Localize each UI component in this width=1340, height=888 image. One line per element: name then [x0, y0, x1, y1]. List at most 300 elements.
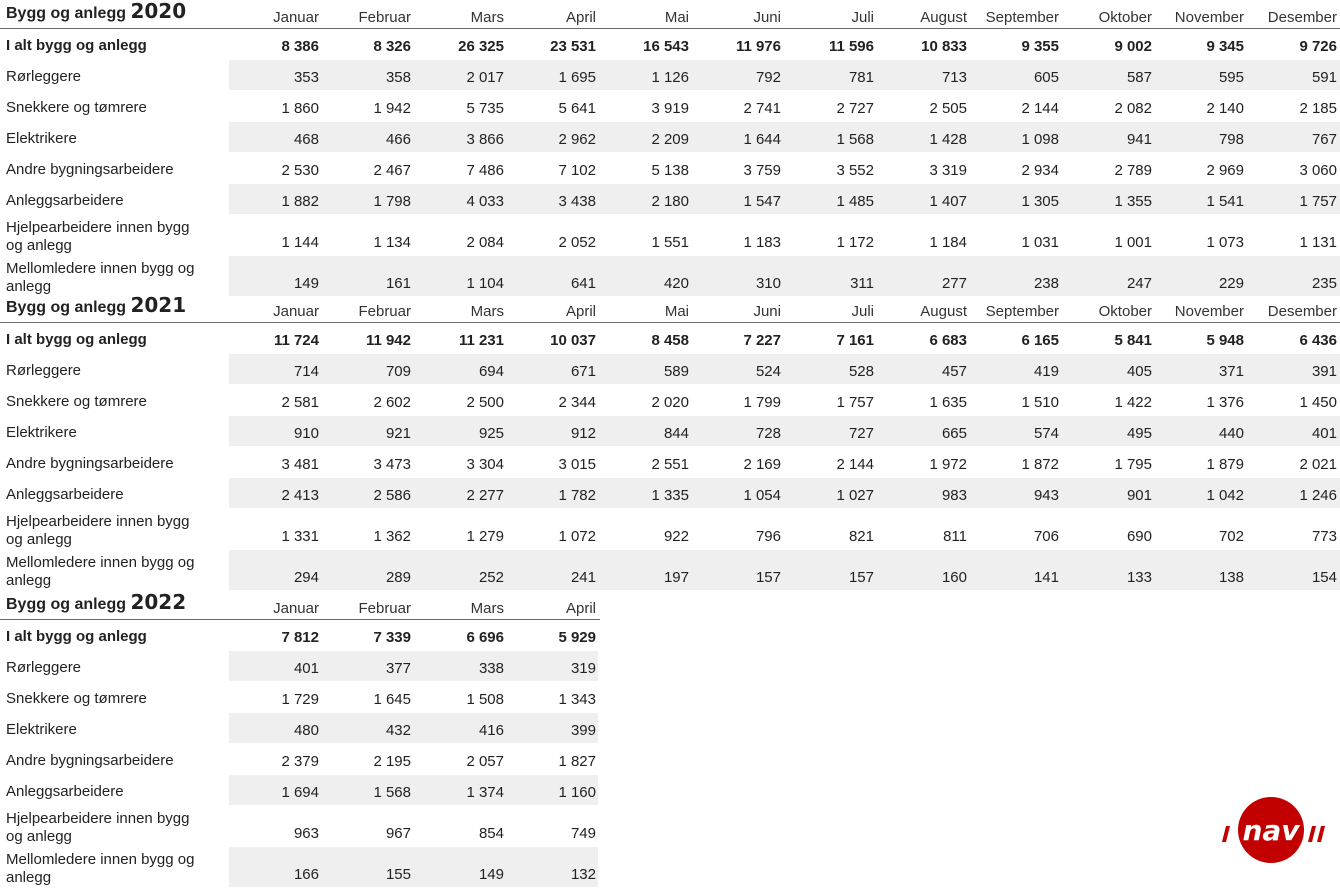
cell-value: 1 568	[836, 131, 874, 148]
cell-value: 2 530	[281, 162, 319, 179]
month-header: April	[565, 600, 596, 617]
total-row	[0, 323, 1340, 354]
cell-value: 138	[1218, 569, 1244, 586]
cell-value: 2 144	[1021, 100, 1059, 117]
cell-value: 1 144	[281, 234, 319, 251]
cell-value: 416	[478, 722, 504, 739]
row-label: I alt bygg og anlegg	[6, 331, 147, 348]
cell-value: 7 486	[466, 162, 504, 179]
cell-value: 5 929	[558, 629, 596, 646]
table-header	[0, 591, 600, 620]
month-header: Desember	[1267, 9, 1337, 26]
row-label: Anleggsarbeidere	[6, 486, 124, 503]
cell-value: 587	[1126, 69, 1152, 86]
cell-value: 132	[570, 866, 596, 883]
title-year: 2020	[130, 0, 187, 23]
cell-value: 149	[293, 275, 319, 292]
cell-value: 1 126	[651, 69, 689, 86]
cell-value: 3 319	[929, 162, 967, 179]
cell-value: 420	[663, 275, 689, 292]
cell-value: 854	[478, 825, 504, 842]
cell-value: 2 084	[466, 234, 504, 251]
cell-value: 1 882	[281, 193, 319, 210]
cell-value: 277	[941, 275, 967, 292]
cell-value: 2 413	[281, 487, 319, 504]
title-year: 2021	[130, 293, 187, 317]
row-label: Hjelpearbeidere innen bygg og anlegg	[6, 810, 190, 845]
cell-value: 252	[478, 569, 504, 586]
cell-value: 2 581	[281, 394, 319, 411]
cell-value: 641	[570, 275, 596, 292]
table-header	[0, 294, 1340, 323]
cell-value: 1 508	[466, 691, 504, 708]
month-header: August	[920, 303, 967, 320]
cell-value: 912	[570, 425, 596, 442]
cell-value: 821	[848, 528, 874, 545]
month-header: September	[985, 303, 1059, 320]
table-row	[0, 550, 1340, 591]
cell-value: 1 694	[281, 784, 319, 801]
cell-value: 4 033	[466, 193, 504, 210]
month-header: Juni	[753, 9, 781, 26]
cell-value: 9 726	[1299, 38, 1337, 55]
cell-value: 133	[1126, 569, 1152, 586]
cell-value: 1 644	[743, 131, 781, 148]
cell-value: 10 833	[921, 38, 967, 55]
cell-value: 713	[941, 69, 967, 86]
table-row	[0, 153, 1340, 184]
cell-value: 5 735	[466, 100, 504, 117]
table-row	[0, 416, 1340, 447]
cell-value: 1 729	[281, 691, 319, 708]
cell-value: 2 277	[466, 487, 504, 504]
cell-value: 1 510	[1021, 394, 1059, 411]
cell-value: 1 635	[929, 394, 967, 411]
cell-value: 2 500	[466, 394, 504, 411]
table-body	[0, 29, 1340, 297]
cell-value: 5 138	[651, 162, 689, 179]
cell-value: 2 180	[651, 193, 689, 210]
cell-value: 289	[385, 569, 411, 586]
cell-value: 811	[943, 528, 967, 545]
cell-value: 1 355	[1114, 193, 1152, 210]
cell-value: 10 037	[550, 332, 596, 349]
cell-value: 1 798	[373, 193, 411, 210]
cell-value: 967	[385, 825, 411, 842]
month-header: Oktober	[1098, 9, 1152, 26]
row-label: Mellomledere innen bygg og anlegg	[6, 260, 195, 295]
table-row	[0, 385, 1340, 416]
cell-value: 1 485	[836, 193, 874, 210]
cell-value: 480	[293, 722, 319, 739]
cell-value: 589	[663, 363, 689, 380]
cell-value: 2 789	[1114, 162, 1152, 179]
table-row	[0, 354, 1340, 385]
cell-value: 2 057	[466, 753, 504, 770]
cell-value: 6 683	[929, 332, 967, 349]
month-header: November	[1174, 303, 1244, 320]
cell-value: 1 042	[1206, 487, 1244, 504]
cell-value: 1 131	[1299, 234, 1337, 251]
row-label: Rørleggere	[6, 362, 82, 379]
cell-value: 157	[848, 569, 874, 586]
cell-value: 1 184	[929, 234, 967, 251]
row-label: Hjelpearbeidere innen bygg og anlegg	[6, 513, 190, 548]
month-header: Januar	[273, 9, 319, 26]
cell-value: 2 551	[651, 456, 689, 473]
cell-value: 457	[941, 363, 967, 380]
cell-value: 702	[1218, 528, 1244, 545]
title-text: Bygg og anlegg	[6, 299, 126, 316]
cell-value: 405	[1126, 363, 1152, 380]
month-header: Mai	[664, 9, 689, 26]
cell-value: 1 428	[929, 131, 967, 148]
month-header: Desember	[1267, 303, 1337, 320]
cell-value: 3 481	[281, 456, 319, 473]
cell-value: 247	[1126, 275, 1152, 292]
cell-value: 7 812	[281, 629, 319, 646]
cell-value: 11 724	[273, 332, 319, 349]
table-row	[0, 651, 600, 682]
cell-value: 2 344	[558, 394, 596, 411]
table-row	[0, 184, 1340, 215]
cell-value: 1 757	[1299, 193, 1337, 210]
month-header: Oktober	[1098, 303, 1152, 320]
cell-value: 665	[941, 425, 967, 442]
cell-value: 773	[1311, 528, 1337, 545]
cell-value: 1 376	[1206, 394, 1244, 411]
cell-value: 1 782	[558, 487, 596, 504]
cell-value: 1 362	[373, 528, 411, 545]
logo-slash-left	[1222, 826, 1230, 842]
month-header: Juli	[851, 9, 874, 26]
month-header: Februar	[358, 600, 411, 617]
cell-value: 925	[478, 425, 504, 442]
cell-value: 9 002	[1114, 38, 1152, 55]
cell-value: 2 140	[1206, 100, 1244, 117]
cell-value: 468	[293, 131, 319, 148]
title-text: Bygg og anlegg	[6, 5, 126, 22]
cell-value: 983	[941, 487, 967, 504]
cell-value: 154	[1311, 569, 1337, 586]
cell-value: 310	[755, 275, 781, 292]
cell-value: 7 102	[558, 162, 596, 179]
cell-value: 3 866	[466, 131, 504, 148]
cell-value: 2 082	[1114, 100, 1152, 117]
cell-value: 792	[755, 69, 781, 86]
cell-value: 1 568	[373, 784, 411, 801]
cell-value: 371	[1218, 363, 1244, 380]
cell-value: 495	[1126, 425, 1152, 442]
cell-value: 294	[293, 569, 319, 586]
month-header: September	[985, 9, 1059, 26]
table-row	[0, 775, 600, 806]
cell-value: 2 185	[1299, 100, 1337, 117]
cell-value: 1 374	[466, 784, 504, 801]
table-row	[0, 713, 600, 744]
cell-value: 922	[663, 528, 689, 545]
cell-value: 1 098	[1021, 131, 1059, 148]
cell-value: 2 467	[373, 162, 411, 179]
cell-value: 3 304	[466, 456, 504, 473]
table-row	[0, 806, 600, 847]
row-label: Snekkere og tømrere	[6, 690, 147, 707]
month-header: November	[1174, 9, 1244, 26]
row-label: Snekkere og tømrere	[6, 99, 147, 116]
cell-value: 26 325	[458, 38, 504, 55]
month-header: Februar	[358, 303, 411, 320]
table-row	[0, 509, 1340, 550]
cell-value: 1 972	[929, 456, 967, 473]
cell-value: 910	[293, 425, 319, 442]
row-label: I alt bygg og anlegg	[6, 37, 147, 54]
cell-value: 728	[755, 425, 781, 442]
row-label: Rørleggere	[6, 68, 82, 85]
cell-value: 3 552	[836, 162, 874, 179]
row-label: Hjelpearbeidere innen bygg og anlegg	[6, 219, 190, 254]
cell-value: 1 422	[1114, 394, 1152, 411]
month-header: Mars	[470, 9, 504, 26]
cell-value: 528	[848, 363, 874, 380]
cell-value: 605	[1033, 69, 1059, 86]
cell-value: 2 021	[1299, 456, 1337, 473]
cell-value: 1 757	[836, 394, 874, 411]
cell-value: 2 727	[836, 100, 874, 117]
month-header: April	[565, 9, 596, 26]
cell-value: 3 060	[1299, 162, 1337, 179]
cell-value: 1 827	[558, 753, 596, 770]
cell-value: 796	[755, 528, 781, 545]
cell-value: 23 531	[550, 38, 596, 55]
cell-value: 2 195	[373, 753, 411, 770]
cell-value: 161	[385, 275, 411, 292]
cell-value: 11 942	[365, 332, 411, 349]
table-row	[0, 60, 1340, 91]
row-label: Elektrikere	[6, 424, 77, 441]
row-label: Snekkere og tømrere	[6, 393, 147, 410]
cell-value: 391	[1311, 363, 1337, 380]
cell-value: 1 551	[651, 234, 689, 251]
cell-value: 338	[478, 660, 504, 677]
cell-value: 2 969	[1206, 162, 1244, 179]
cell-value: 8 386	[281, 38, 319, 55]
cell-value: 706	[1033, 528, 1059, 545]
cell-value: 2 169	[743, 456, 781, 473]
cell-value: 595	[1218, 69, 1244, 86]
cell-value: 727	[848, 425, 874, 442]
table-row	[0, 682, 600, 713]
cell-value: 671	[570, 363, 596, 380]
cell-value: 1 795	[1114, 456, 1152, 473]
table-2020	[0, 0, 1340, 297]
cell-value: 7 227	[743, 332, 781, 349]
cell-value: 2 052	[558, 234, 596, 251]
cell-value: 1 872	[1021, 456, 1059, 473]
cell-value: 399	[570, 722, 596, 739]
table-row	[0, 91, 1340, 122]
cell-value: 2 586	[373, 487, 411, 504]
cell-value: 1 279	[466, 528, 504, 545]
row-label: Andre bygningsarbeidere	[6, 455, 174, 472]
nav-logo	[1216, 796, 1326, 866]
cell-value: 1 860	[281, 100, 319, 117]
cell-value: 238	[1033, 275, 1059, 292]
table-body	[0, 323, 1340, 591]
cell-value: 781	[848, 69, 874, 86]
cell-value: 591	[1311, 69, 1337, 86]
cell-value: 377	[385, 660, 411, 677]
cell-value: 241	[570, 569, 596, 586]
title-text: Bygg og anlegg	[6, 596, 126, 613]
cell-value: 16 543	[643, 38, 689, 55]
cell-value: 574	[1033, 425, 1059, 442]
table-row	[0, 122, 1340, 153]
cell-value: 440	[1218, 425, 1244, 442]
cell-value: 2 020	[651, 394, 689, 411]
cell-value: 9 355	[1021, 38, 1059, 55]
month-header: April	[565, 303, 596, 320]
cell-value: 9 345	[1206, 38, 1244, 55]
cell-value: 694	[478, 363, 504, 380]
month-header: Mai	[664, 303, 689, 320]
cell-value: 5 841	[1114, 332, 1152, 349]
table-row	[0, 847, 600, 888]
cell-value: 3 759	[743, 162, 781, 179]
cell-value: 5 948	[1206, 332, 1244, 349]
cell-value: 1 027	[836, 487, 874, 504]
cell-value: 149	[478, 866, 504, 883]
cell-value: 2 017	[466, 69, 504, 86]
cell-value: 1 073	[1206, 234, 1244, 251]
cell-value: 3 015	[558, 456, 596, 473]
cell-value: 401	[1311, 425, 1337, 442]
cell-value: 353	[293, 69, 319, 86]
row-label: Anleggsarbeidere	[6, 192, 124, 209]
cell-value: 432	[385, 722, 411, 739]
cell-value: 1 305	[1021, 193, 1059, 210]
table-row	[0, 215, 1340, 256]
table-title	[6, 293, 186, 317]
cell-value: 141	[1033, 569, 1059, 586]
cell-value: 1 335	[651, 487, 689, 504]
cell-value: 1 246	[1299, 487, 1337, 504]
row-label: I alt bygg og anlegg	[6, 628, 147, 645]
table-row	[0, 744, 600, 775]
table-row	[0, 447, 1340, 478]
cell-value: 1 407	[929, 193, 967, 210]
cell-value: 157	[755, 569, 781, 586]
title-year: 2022	[130, 590, 187, 614]
cell-value: 2 209	[651, 131, 689, 148]
row-label: Mellomledere innen bygg og anlegg	[6, 554, 195, 589]
table-row	[0, 256, 1340, 297]
logo-slash-right-2	[1317, 826, 1325, 842]
cell-value: 1 343	[558, 691, 596, 708]
table-2021	[0, 294, 1340, 591]
row-label: Andre bygningsarbeidere	[6, 752, 174, 769]
cell-value: 1 183	[743, 234, 781, 251]
cell-value: 1 134	[373, 234, 411, 251]
cell-value: 749	[570, 825, 596, 842]
cell-value: 466	[385, 131, 411, 148]
cell-value: 714	[293, 363, 319, 380]
cell-value: 6 696	[466, 629, 504, 646]
cell-value: 1 799	[743, 394, 781, 411]
total-row	[0, 29, 1340, 60]
cell-value: 1 450	[1299, 394, 1337, 411]
table-row	[0, 478, 1340, 509]
cell-value: 7 339	[373, 629, 411, 646]
month-header: Mars	[470, 600, 504, 617]
cell-value: 921	[385, 425, 411, 442]
cell-value: 3 919	[651, 100, 689, 117]
cell-value: 1 031	[1021, 234, 1059, 251]
cell-value: 941	[1126, 131, 1152, 148]
cell-value: 5 641	[558, 100, 596, 117]
cell-value: 235	[1311, 275, 1337, 292]
cell-value: 2 602	[373, 394, 411, 411]
cell-value: 197	[663, 569, 689, 586]
table-2022	[0, 591, 600, 888]
cell-value: 1 695	[558, 69, 596, 86]
cell-value: 1 942	[373, 100, 411, 117]
cell-value: 3 473	[373, 456, 411, 473]
cell-value: 2 505	[929, 100, 967, 117]
cell-value: 8 458	[651, 332, 689, 349]
cell-value: 2 379	[281, 753, 319, 770]
cell-value: 7 161	[836, 332, 874, 349]
cell-value: 1 645	[373, 691, 411, 708]
cell-value: 690	[1126, 528, 1152, 545]
total-row	[0, 620, 600, 651]
row-label: Elektrikere	[6, 721, 77, 738]
row-label: Elektrikere	[6, 130, 77, 147]
month-header: Januar	[273, 303, 319, 320]
table-title	[6, 0, 186, 23]
month-header: August	[920, 9, 967, 26]
cell-value: 2 741	[743, 100, 781, 117]
logo-text: nav	[1242, 814, 1300, 847]
cell-value: 166	[293, 866, 319, 883]
cell-value: 8 326	[373, 38, 411, 55]
logo-slash-right-1	[1308, 826, 1316, 842]
row-label: Mellomledere innen bygg og anlegg	[6, 851, 195, 886]
cell-value: 229	[1218, 275, 1244, 292]
cell-value: 709	[385, 363, 411, 380]
month-header: Juni	[753, 303, 781, 320]
cell-value: 1 054	[743, 487, 781, 504]
cell-value: 1 172	[836, 234, 874, 251]
cell-value: 901	[1126, 487, 1152, 504]
cell-value: 1 541	[1206, 193, 1244, 210]
cell-value: 798	[1218, 131, 1244, 148]
row-label: Andre bygningsarbeidere	[6, 161, 174, 178]
cell-value: 11 596	[828, 38, 874, 55]
cell-value: 358	[385, 69, 411, 86]
month-header: Juli	[851, 303, 874, 320]
cell-value: 11 231	[458, 332, 504, 349]
cell-value: 1 001	[1114, 234, 1152, 251]
cell-value: 844	[663, 425, 689, 442]
month-header: Januar	[273, 600, 319, 617]
cell-value: 1 160	[558, 784, 596, 801]
table-body	[0, 620, 600, 888]
cell-value: 963	[293, 825, 319, 842]
cell-value: 2 934	[1021, 162, 1059, 179]
cell-value: 2 962	[558, 131, 596, 148]
row-label: Rørleggere	[6, 659, 82, 676]
cell-value: 419	[1033, 363, 1059, 380]
